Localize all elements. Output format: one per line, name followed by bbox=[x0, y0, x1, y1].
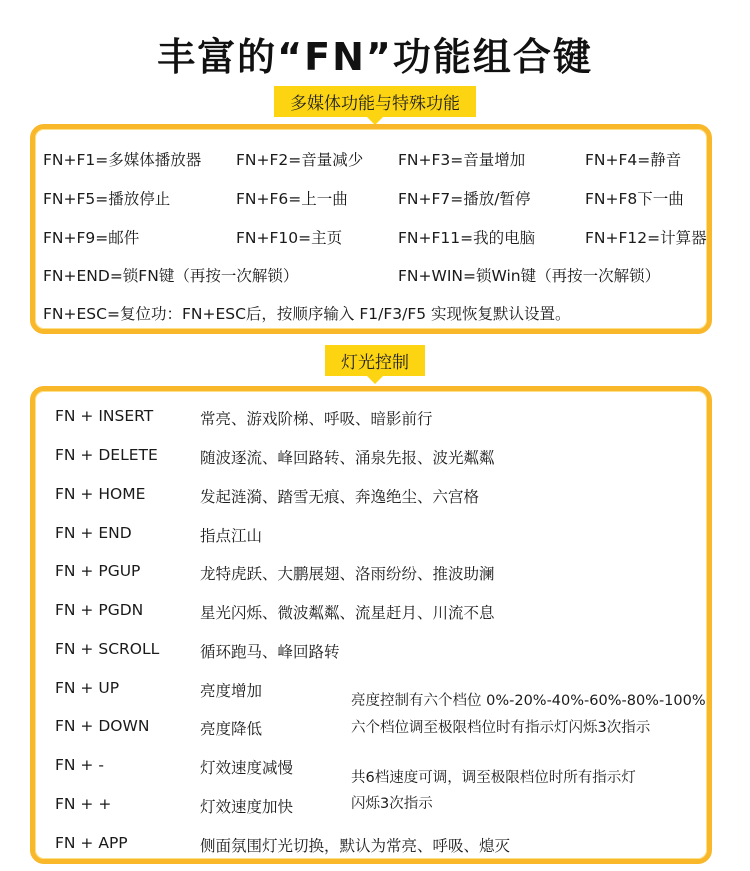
lighting-desc: 循环跑马、峰回路转 bbox=[200, 643, 340, 661]
lighting-key: FN + PGDN bbox=[55, 601, 144, 619]
lighting-key: FN + INSERT bbox=[55, 407, 154, 425]
lighting-key: FN + PGUP bbox=[55, 562, 141, 580]
lighting-desc: 发起涟漪、踏雪无痕、奔逸绝尘、六宫格 bbox=[200, 488, 480, 506]
brightness-note: 亮度控制有六个档位 0%-20%-40%-60%-80%-100% bbox=[351, 693, 706, 709]
speed-note: 闪烁3次指示 bbox=[351, 796, 433, 812]
fn-end-lock-entry: FN+END=锁FN键（再按一次解锁） bbox=[43, 267, 299, 285]
lighting-key: FN + SCROLL bbox=[55, 640, 160, 658]
fn-f2-entry: FN+F2=音量减少 bbox=[236, 151, 364, 169]
section-label-lighting: 灯光控制 bbox=[325, 345, 425, 376]
lighting-panel bbox=[30, 386, 712, 864]
lighting-key: FN + END bbox=[55, 524, 132, 542]
fn-f3-entry: FN+F3=音量增加 bbox=[398, 151, 526, 169]
fn-f7-entry: FN+F7=播放/暂停 bbox=[398, 190, 531, 208]
lighting-desc: 常亮、游戏阶梯、呼吸、暗影前行 bbox=[200, 410, 433, 428]
lighting-desc: 亮度降低 bbox=[200, 720, 263, 738]
lighting-desc: 灯效速度加快 bbox=[200, 798, 294, 816]
lighting-key: FN + - bbox=[55, 756, 104, 774]
section-label-multimedia: 多媒体功能与特殊功能 bbox=[274, 86, 476, 117]
lighting-key: FN + DELETE bbox=[55, 446, 158, 464]
lighting-key: FN + APP bbox=[55, 834, 128, 852]
fn-f12-entry: FN+F12=计算器 bbox=[585, 229, 707, 247]
fn-f4-entry: FN+F4=静音 bbox=[585, 151, 682, 169]
multimedia-panel bbox=[30, 124, 712, 334]
lighting-desc: 随波逐流、峰回路转、涌泉先报、波光粼粼 bbox=[200, 449, 495, 467]
lighting-desc: 星光闪烁、微波粼粼、流星赶月、川流不息 bbox=[200, 604, 495, 622]
page-title: 丰富的“FN”功能组合键 bbox=[157, 35, 593, 79]
lighting-key: FN + UP bbox=[55, 679, 120, 697]
lighting-desc: 指点江山 bbox=[200, 527, 263, 545]
lighting-desc: 灯效速度减慢 bbox=[200, 759, 294, 777]
fn-f5-entry: FN+F5=播放停止 bbox=[43, 190, 171, 208]
fn-f11-entry: FN+F11=我的电脑 bbox=[398, 229, 536, 247]
fn-f10-entry: FN+F10=主页 bbox=[236, 229, 343, 247]
fn-f1-entry: FN+F1=多媒体播放器 bbox=[43, 151, 202, 169]
speed-note: 共6档速度可调，调至极限档位时所有指示灯 bbox=[351, 770, 636, 786]
lighting-desc: 侧面氛围灯光切换，默认为常亮、呼吸、熄灭 bbox=[200, 837, 511, 855]
lighting-key: FN + DOWN bbox=[55, 717, 150, 735]
fn-esc-reset-entry: FN+ESC=复位功：FN+ESC后，按顺序输入 F1/F3/F5 实现恢复默认设置。 bbox=[43, 305, 571, 323]
lighting-key: FN + HOME bbox=[55, 485, 146, 503]
fn-f8-entry: FN+F8下一曲 bbox=[585, 190, 684, 208]
brightness-note: 六个档位调至极限档位时有指示灯闪烁3次指示 bbox=[351, 720, 651, 736]
lighting-key: FN + + bbox=[55, 795, 112, 813]
fn-f6-entry: FN+F6=上一曲 bbox=[236, 190, 348, 208]
fn-f9-entry: FN+F9=邮件 bbox=[43, 229, 140, 247]
lighting-desc: 亮度增加 bbox=[200, 682, 263, 700]
lighting-desc: 龙特虎跃、大鹏展翅、洛雨纷纷、推波助澜 bbox=[200, 565, 495, 583]
fn-win-lock-entry: FN+WIN=锁Win键（再按一次解锁） bbox=[398, 267, 661, 285]
